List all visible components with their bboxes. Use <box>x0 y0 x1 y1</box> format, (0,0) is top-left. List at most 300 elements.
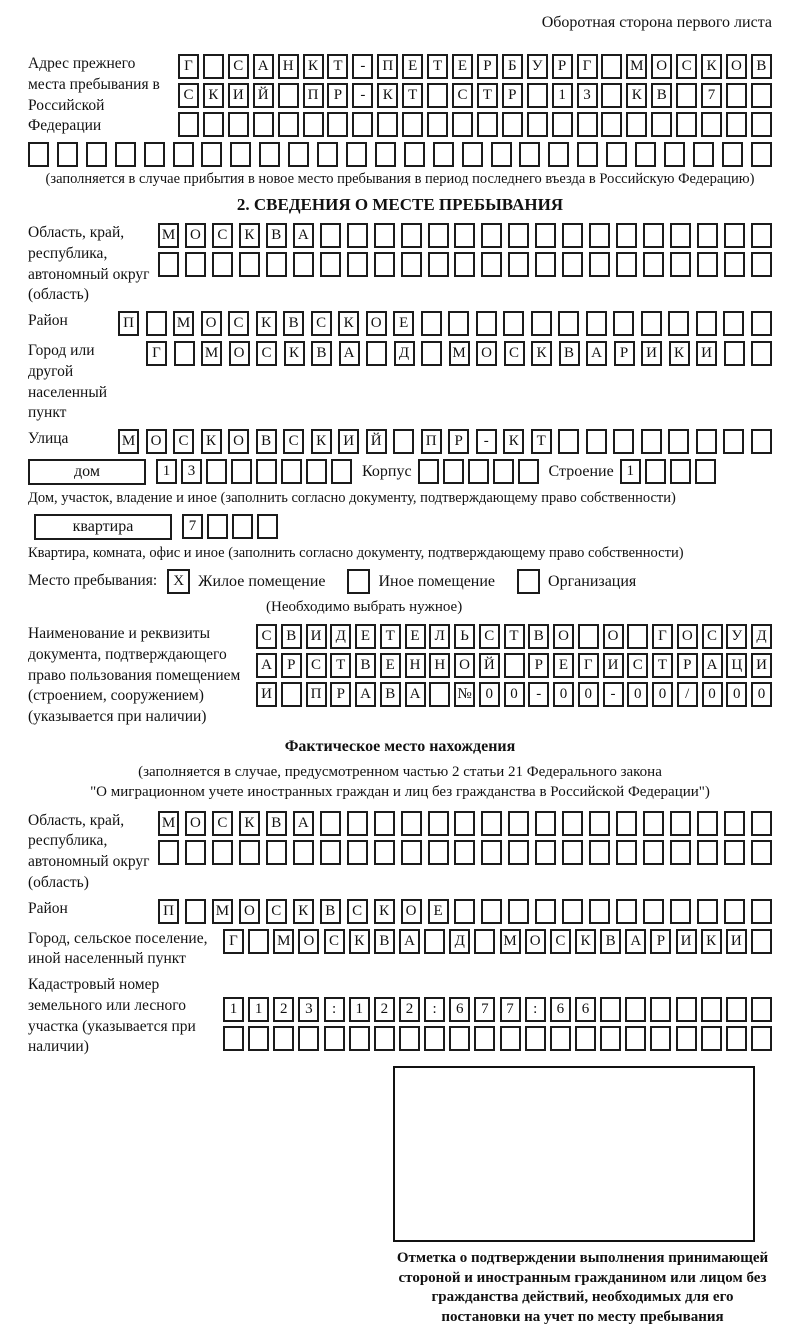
char-cell: Р <box>677 653 698 678</box>
char-cell <box>427 83 448 108</box>
char-cell <box>701 1026 722 1051</box>
char-cell <box>724 811 745 836</box>
char-cell <box>481 840 502 865</box>
char-cell: 0 <box>702 682 723 707</box>
char-cell <box>28 142 49 167</box>
actual-district-label: Район <box>28 899 68 917</box>
house-number-boxes <box>156 459 352 484</box>
char-cell: Ц <box>726 653 747 678</box>
char-boxes-row <box>223 1026 772 1051</box>
char-cell <box>558 311 579 336</box>
char-cell <box>421 341 442 366</box>
char-cell <box>347 811 368 836</box>
char-cell: 7 <box>474 997 495 1022</box>
char-cell <box>616 899 637 924</box>
char-cell <box>575 1026 596 1051</box>
char-cell: Р <box>650 929 671 954</box>
char-cell: О <box>651 54 672 79</box>
char-cell <box>670 459 691 484</box>
city-row <box>28 341 772 424</box>
char-cell <box>696 429 717 454</box>
char-cell <box>317 142 338 167</box>
other-premises-checkbox <box>347 569 370 594</box>
char-cell: П <box>306 682 327 707</box>
stay-type-row <box>28 569 772 594</box>
char-cell <box>256 459 277 484</box>
char-cell: А <box>586 341 607 366</box>
char-cell <box>508 811 529 836</box>
char-cell <box>601 112 622 137</box>
char-cell <box>228 112 249 137</box>
char-cell: С <box>212 811 233 836</box>
char-cell <box>230 142 251 167</box>
char-cell <box>223 1026 244 1051</box>
actual-district-row <box>28 899 772 924</box>
char-cell <box>481 811 502 836</box>
char-cell: А <box>253 54 274 79</box>
char-boxes-row <box>118 429 772 454</box>
document-label: Наименование и реквизиты документа, подтверждающего право пользования помещением (строением, сооружением) (указывается при наличии) <box>28 625 241 726</box>
char-cell <box>616 811 637 836</box>
char-cell <box>535 840 556 865</box>
char-cell: Д <box>449 929 470 954</box>
char-cell: 0 <box>553 682 574 707</box>
char-cell: С <box>306 653 327 678</box>
char-cell <box>257 514 278 539</box>
char-cell: У <box>527 54 548 79</box>
char-cell <box>670 899 691 924</box>
prev-address-block <box>28 54 772 137</box>
other-premises-label: Иное помещение <box>378 572 496 590</box>
actual-location-title: Фактическое место нахождения <box>284 738 516 756</box>
cadastral-label: Кадастровый номер земельного или лесного участка (указывается при наличии) <box>28 976 196 1056</box>
district-row <box>28 311 772 336</box>
char-cell <box>293 252 314 277</box>
char-cell: : <box>324 997 345 1022</box>
char-cell <box>751 840 772 865</box>
char-cell: В <box>266 223 287 248</box>
char-cell <box>433 142 454 167</box>
char-cell <box>185 252 206 277</box>
char-cell <box>203 112 224 137</box>
char-cell: А <box>702 653 723 678</box>
char-cell: П <box>421 429 442 454</box>
char-cell: С <box>212 223 233 248</box>
char-cell <box>641 311 662 336</box>
char-cell <box>421 311 442 336</box>
char-cell: С <box>324 929 345 954</box>
char-cell: А <box>293 811 314 836</box>
char-cell: В <box>266 811 287 836</box>
char-cell <box>278 83 299 108</box>
char-cell <box>751 311 772 336</box>
char-cell <box>278 112 299 137</box>
char-cell: 3 <box>577 83 598 108</box>
char-cell: Г <box>577 54 598 79</box>
char-cell <box>281 682 302 707</box>
char-cell <box>751 223 772 248</box>
char-cell: О <box>525 929 546 954</box>
char-cell <box>531 311 552 336</box>
house-row <box>28 459 772 485</box>
char-cell <box>324 1026 345 1051</box>
char-cell <box>751 83 772 108</box>
char-cell: А <box>625 929 646 954</box>
char-cell: К <box>203 83 224 108</box>
char-cell <box>627 624 648 649</box>
char-cell <box>527 112 548 137</box>
char-cell: К <box>669 341 690 366</box>
char-cell <box>393 429 414 454</box>
apartment-number-boxes <box>182 514 278 539</box>
char-cell: 0 <box>479 682 500 707</box>
char-cell <box>428 252 449 277</box>
char-cell: Е <box>553 653 574 678</box>
char-cell: А <box>399 929 420 954</box>
char-cell <box>724 252 745 277</box>
char-cell <box>327 112 348 137</box>
char-cell: Е <box>393 311 414 336</box>
char-cell: Т <box>652 653 673 678</box>
char-cell: В <box>751 54 772 79</box>
char-cell <box>508 899 529 924</box>
char-cell: Р <box>327 83 348 108</box>
char-cell: 3 <box>298 997 319 1022</box>
char-cell: 7 <box>182 514 203 539</box>
char-cell: Р <box>528 653 549 678</box>
char-cell: В <box>311 341 332 366</box>
char-cell: Т <box>327 54 348 79</box>
actual-location-note <box>28 762 772 803</box>
char-cell <box>504 653 525 678</box>
char-cell: Н <box>278 54 299 79</box>
char-cell <box>697 899 718 924</box>
char-cell <box>643 223 664 248</box>
char-cell <box>641 429 662 454</box>
char-cell: С <box>452 83 473 108</box>
char-cell <box>288 142 309 167</box>
char-cell: С <box>702 624 723 649</box>
char-cell: Й <box>479 653 500 678</box>
char-cell <box>468 459 489 484</box>
char-cell <box>722 142 743 167</box>
char-cell <box>535 899 556 924</box>
char-cell: О <box>401 899 422 924</box>
char-cell: М <box>212 899 233 924</box>
char-cell: И <box>696 341 717 366</box>
char-cell <box>578 624 599 649</box>
char-cell: С <box>228 54 249 79</box>
char-cell: М <box>173 311 194 336</box>
char-cell <box>452 112 473 137</box>
char-cell <box>562 811 583 836</box>
char-cell <box>751 929 772 954</box>
char-cell <box>298 1026 319 1051</box>
char-cell: 2 <box>273 997 294 1022</box>
char-cell: К <box>293 899 314 924</box>
region-row <box>28 223 772 306</box>
char-cell <box>347 252 368 277</box>
char-boxes-row <box>178 112 772 137</box>
char-cell <box>352 112 373 137</box>
char-cell: К <box>626 83 647 108</box>
note-line-2: "О миграционном учете иностранных граждан и лиц без гражданства в Российской Федерации") <box>90 784 710 801</box>
char-cell <box>500 1026 521 1051</box>
char-cell: К <box>284 341 305 366</box>
char-cell <box>320 252 341 277</box>
char-cell <box>477 112 498 137</box>
char-cell: Б <box>502 54 523 79</box>
char-cell: К <box>377 83 398 108</box>
char-cell: В <box>281 624 302 649</box>
char-cell <box>174 341 195 366</box>
char-cell <box>320 223 341 248</box>
char-cell <box>643 252 664 277</box>
char-cell <box>724 223 745 248</box>
char-cell <box>726 997 747 1022</box>
prev-address-overflow-row <box>28 142 772 167</box>
char-cell <box>144 142 165 167</box>
char-boxes-row <box>223 929 772 954</box>
char-cell: О <box>677 624 698 649</box>
char-cell <box>374 223 395 248</box>
char-cell <box>306 459 327 484</box>
char-cell: М <box>158 811 179 836</box>
char-cell <box>535 223 556 248</box>
actual-region-rows <box>158 811 772 865</box>
cadastral-rows <box>223 975 772 1051</box>
char-cell: Р <box>330 682 351 707</box>
char-cell <box>449 1026 470 1051</box>
char-boxes-row <box>256 653 772 678</box>
char-cell: 1 <box>349 997 370 1022</box>
char-cell <box>724 899 745 924</box>
char-cell: К <box>239 811 260 836</box>
char-cell <box>232 514 253 539</box>
page-header: Оборотная сторона первого листа <box>541 14 772 31</box>
house-caption: Дом, участок, владение и иное (заполнить согласно документу, подтверждающему право собственности) <box>28 490 676 507</box>
char-boxes-row <box>256 682 772 707</box>
char-cell: К <box>701 54 722 79</box>
char-cell: Д <box>330 624 351 649</box>
street-label: Улица <box>28 430 69 448</box>
char-cell: К <box>503 429 524 454</box>
char-cell <box>273 1026 294 1051</box>
char-cell <box>701 112 722 137</box>
char-cell <box>212 840 233 865</box>
organization-checkbox <box>517 569 540 594</box>
char-cell: Ь <box>454 624 475 649</box>
street-row <box>28 429 772 454</box>
char-cell <box>751 1026 772 1051</box>
char-cell <box>508 252 529 277</box>
char-cell: О <box>228 429 249 454</box>
char-cell <box>643 811 664 836</box>
char-cell: К <box>311 429 332 454</box>
char-cell <box>751 112 772 137</box>
char-cell <box>697 840 718 865</box>
char-cell: 0 <box>578 682 599 707</box>
char-cell: 6 <box>575 997 596 1022</box>
char-cell: О <box>454 653 475 678</box>
char-cell <box>751 899 772 924</box>
char-cell: А <box>256 653 277 678</box>
char-cell: В <box>600 929 621 954</box>
char-cell <box>726 83 747 108</box>
char-cell <box>401 840 422 865</box>
char-cell: В <box>283 311 304 336</box>
char-cell: С <box>228 311 249 336</box>
char-cell <box>651 112 672 137</box>
char-cell <box>726 1026 747 1051</box>
char-cell <box>454 899 475 924</box>
char-cell: 3 <box>181 459 202 484</box>
char-cell <box>201 142 222 167</box>
stamp-section <box>393 1066 772 1327</box>
char-cell: Е <box>355 624 376 649</box>
char-cell: В <box>559 341 580 366</box>
stroenie-boxes <box>620 459 716 484</box>
char-cell <box>562 223 583 248</box>
house-field-label: дом <box>28 459 146 485</box>
char-cell <box>212 252 233 277</box>
char-cell: О <box>146 429 167 454</box>
char-cell <box>676 1026 697 1051</box>
char-cell: А <box>405 682 426 707</box>
char-cell: Т <box>402 83 423 108</box>
char-cell <box>427 112 448 137</box>
char-boxes-row <box>118 311 772 336</box>
char-cell: : <box>525 997 546 1022</box>
char-cell: В <box>374 929 395 954</box>
char-cell: Т <box>427 54 448 79</box>
char-cell <box>418 459 439 484</box>
char-cell: 6 <box>449 997 470 1022</box>
char-cell <box>158 252 179 277</box>
char-cell: С <box>550 929 571 954</box>
char-cell: С <box>311 311 332 336</box>
char-cell <box>424 929 445 954</box>
char-cell <box>697 811 718 836</box>
char-cell <box>589 840 610 865</box>
char-cell: О <box>239 899 260 924</box>
char-cell <box>723 311 744 336</box>
char-cell <box>751 997 772 1022</box>
char-cell: О <box>298 929 319 954</box>
char-cell <box>577 142 598 167</box>
char-cell: К <box>201 429 222 454</box>
char-cell <box>616 252 637 277</box>
char-cell: С <box>479 624 500 649</box>
char-cell <box>424 1026 445 1051</box>
char-cell <box>454 840 475 865</box>
char-cell: У <box>726 624 747 649</box>
char-cell <box>474 1026 495 1051</box>
char-cell: В <box>380 682 401 707</box>
char-cell <box>589 811 610 836</box>
char-cell: М <box>500 929 521 954</box>
char-cell <box>347 840 368 865</box>
char-cell <box>527 83 548 108</box>
char-cell <box>402 112 423 137</box>
char-cell: В <box>256 429 277 454</box>
char-cell <box>401 811 422 836</box>
char-cell <box>751 252 772 277</box>
char-cell <box>401 252 422 277</box>
char-cell <box>751 429 772 454</box>
char-cell: С <box>347 899 368 924</box>
char-cell <box>231 459 252 484</box>
char-cell <box>86 142 107 167</box>
char-cell: С <box>256 624 277 649</box>
char-cell: 1 <box>223 997 244 1022</box>
char-cell: А <box>339 341 360 366</box>
char-cell: С <box>173 429 194 454</box>
document-row <box>28 624 772 728</box>
char-cell <box>643 899 664 924</box>
char-cell <box>751 341 772 366</box>
char-cell: 1 <box>248 997 269 1022</box>
char-cell <box>613 311 634 336</box>
char-cell <box>518 459 539 484</box>
char-cell: И <box>306 624 327 649</box>
char-cell <box>535 811 556 836</box>
char-cell: М <box>118 429 139 454</box>
char-cell <box>303 112 324 137</box>
char-boxes-row <box>158 252 772 277</box>
char-cell <box>253 112 274 137</box>
char-cell <box>158 840 179 865</box>
char-cell <box>481 252 502 277</box>
char-cell <box>173 142 194 167</box>
char-cell <box>454 811 475 836</box>
char-cell <box>266 252 287 277</box>
char-cell <box>206 459 227 484</box>
char-cell <box>281 459 302 484</box>
note-line-1: (заполняется в случае, предусмотренном частью 2 статьи 21 Федерального закона <box>138 764 662 781</box>
char-cell <box>266 840 287 865</box>
char-cell: К <box>303 54 324 79</box>
char-cell: С <box>256 341 277 366</box>
char-cell <box>454 252 475 277</box>
char-cell: И <box>603 653 624 678</box>
char-cell <box>503 311 524 336</box>
char-cell: Г <box>223 929 244 954</box>
char-cell <box>723 429 744 454</box>
char-cell <box>724 840 745 865</box>
char-cell <box>601 54 622 79</box>
char-cell: М <box>449 341 470 366</box>
char-cell <box>491 142 512 167</box>
char-cell <box>481 223 502 248</box>
char-boxes-row <box>178 54 772 79</box>
char-cell <box>259 142 280 167</box>
char-cell: 0 <box>726 682 747 707</box>
char-cell: Д <box>394 341 415 366</box>
char-cell: О <box>476 341 497 366</box>
char-cell: Е <box>402 54 423 79</box>
char-cell: И <box>338 429 359 454</box>
char-cell <box>374 252 395 277</box>
char-cell <box>616 223 637 248</box>
char-cell <box>695 459 716 484</box>
char-cell: И <box>228 83 249 108</box>
char-cell <box>664 142 685 167</box>
char-cell: Е <box>428 899 449 924</box>
apartment-row <box>28 514 772 540</box>
char-cell: Й <box>366 429 387 454</box>
char-cell: О <box>366 311 387 336</box>
